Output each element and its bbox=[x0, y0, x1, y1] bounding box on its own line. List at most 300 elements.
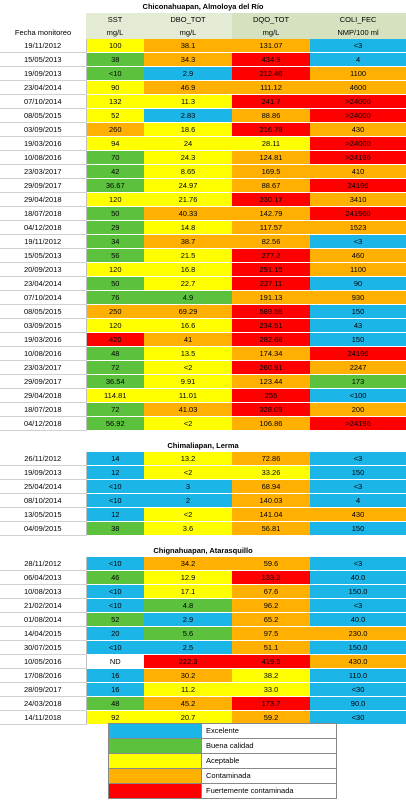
date-cell: 29/04/2018 bbox=[0, 389, 86, 403]
coli-cell: 90.0 bbox=[310, 697, 406, 711]
coli-cell: 430 bbox=[310, 123, 406, 137]
table-row bbox=[0, 333, 406, 347]
table-row bbox=[0, 508, 406, 522]
sst-cell: 48 bbox=[86, 347, 144, 361]
sst-cell: 90 bbox=[86, 81, 144, 95]
date-cell: 10/05/2016 bbox=[0, 655, 86, 669]
dqo-cell: 241.7 bbox=[232, 95, 310, 109]
dbo-cell: 14.8 bbox=[144, 221, 232, 235]
dbo-cell: 34.3 bbox=[144, 53, 232, 67]
dbo-cell: 11.3 bbox=[144, 95, 232, 109]
date-cell: 23/03/2017 bbox=[0, 165, 86, 179]
dqo-cell: 72.86 bbox=[232, 452, 310, 466]
date-cell: 07/10/2014 bbox=[0, 95, 86, 109]
legend-label: Fuertemente contaminada bbox=[202, 784, 337, 799]
table-row bbox=[0, 613, 406, 627]
date-cell: 20/09/2013 bbox=[0, 263, 86, 277]
table-row bbox=[0, 165, 406, 179]
coli-cell: 3410 bbox=[310, 193, 406, 207]
coli-cell: >24196 bbox=[310, 151, 406, 165]
dbo-cell: 5.6 bbox=[144, 627, 232, 641]
dbo-cell: 3.6 bbox=[144, 522, 232, 536]
sst-cell: 56 bbox=[86, 249, 144, 263]
table-row bbox=[0, 466, 406, 480]
sst-cell: 42 bbox=[86, 165, 144, 179]
dqo-cell: 141.04 bbox=[232, 508, 310, 522]
sst-cell: 38 bbox=[86, 522, 144, 536]
header-row bbox=[0, 13, 406, 26]
table-row bbox=[0, 67, 406, 81]
coli-cell: 930 bbox=[310, 291, 406, 305]
table-row bbox=[0, 697, 406, 711]
dqo-cell: 131.07 bbox=[232, 39, 310, 53]
coli-cell: 40.0 bbox=[310, 571, 406, 585]
coli-cell: 1100 bbox=[310, 263, 406, 277]
coli-cell: 40.0 bbox=[310, 613, 406, 627]
site-title-row bbox=[0, 0, 406, 13]
table-row bbox=[0, 389, 406, 403]
sst-cell: 36.67 bbox=[86, 179, 144, 193]
sst-cell: 52 bbox=[86, 109, 144, 123]
date-cell: 07/10/2014 bbox=[0, 291, 86, 305]
sst-cell: 52 bbox=[86, 613, 144, 627]
date-cell: 14/11/2018 bbox=[0, 711, 86, 725]
dbo-cell: <2 bbox=[144, 466, 232, 480]
date-cell: 29/04/2018 bbox=[0, 193, 86, 207]
table-row bbox=[0, 627, 406, 641]
coli-cell: 4 bbox=[310, 494, 406, 508]
date-cell: 14/04/2015 bbox=[0, 627, 86, 641]
table-row bbox=[0, 683, 406, 697]
date-cell: 10/08/2013 bbox=[0, 585, 86, 599]
dqo-cell: 291.15 bbox=[232, 263, 310, 277]
dqo-cell: 124.81 bbox=[232, 151, 310, 165]
coli-cell: 150 bbox=[310, 522, 406, 536]
legend-item bbox=[109, 724, 337, 739]
coli-cell: >24000 bbox=[310, 137, 406, 151]
date-cell: 04/12/2018 bbox=[0, 417, 86, 431]
date-cell: 25/04/2014 bbox=[0, 480, 86, 494]
sst-cell: <10 bbox=[86, 480, 144, 494]
coli-cell: 430 bbox=[310, 508, 406, 522]
dqo-cell: 82.56 bbox=[232, 235, 310, 249]
dqo-cell: 234.51 bbox=[232, 319, 310, 333]
header-sst: SST bbox=[86, 13, 144, 26]
table-row bbox=[0, 522, 406, 536]
dbo-cell: 30.2 bbox=[144, 669, 232, 683]
dbo-cell: 3 bbox=[144, 480, 232, 494]
dqo-cell: 65.2 bbox=[232, 613, 310, 627]
dbo-cell: 38.1 bbox=[144, 39, 232, 53]
date-cell: 08/05/2015 bbox=[0, 305, 86, 319]
date-cell: 17/08/2016 bbox=[0, 669, 86, 683]
dqo-cell: 51.1 bbox=[232, 641, 310, 655]
coli-cell: <3 bbox=[310, 39, 406, 53]
dqo-cell: 28.11 bbox=[232, 137, 310, 151]
table-row bbox=[0, 319, 406, 333]
sst-cell: 70 bbox=[86, 151, 144, 165]
dbo-cell: 22.7 bbox=[144, 277, 232, 291]
table-row bbox=[0, 263, 406, 277]
sst-cell: 114.81 bbox=[86, 389, 144, 403]
dqo-cell: 33.0 bbox=[232, 683, 310, 697]
coli-cell: <3 bbox=[310, 452, 406, 466]
sst-cell: 29 bbox=[86, 221, 144, 235]
dbo-cell: 11.01 bbox=[144, 389, 232, 403]
header-coli-unit: NMP/100 ml bbox=[310, 26, 406, 39]
date-cell: 19/11/2012 bbox=[0, 235, 86, 249]
dbo-cell: <2 bbox=[144, 508, 232, 522]
dbo-cell: 222.3 bbox=[144, 655, 232, 669]
dqo-cell: 140.03 bbox=[232, 494, 310, 508]
dqo-cell: 106.86 bbox=[232, 417, 310, 431]
legend-swatch bbox=[109, 724, 202, 739]
sst-cell: 100 bbox=[86, 39, 144, 53]
dqo-cell: 123.44 bbox=[232, 375, 310, 389]
sst-cell: 16 bbox=[86, 669, 144, 683]
coli-cell: 430.0 bbox=[310, 655, 406, 669]
dbo-cell: <2 bbox=[144, 417, 232, 431]
dqo-cell: 68.94 bbox=[232, 480, 310, 494]
coli-cell: 2247 bbox=[310, 361, 406, 375]
date-cell: 19/09/2013 bbox=[0, 466, 86, 480]
dqo-cell: 328.09 bbox=[232, 403, 310, 417]
sst-cell: 46 bbox=[86, 571, 144, 585]
table-row bbox=[0, 81, 406, 95]
header-dqo-unit: mg/L bbox=[232, 26, 310, 39]
coli-cell: <30 bbox=[310, 711, 406, 725]
legend-swatch bbox=[109, 754, 202, 769]
dqo-cell: 56.81 bbox=[232, 522, 310, 536]
dqo-cell: 173.7 bbox=[232, 697, 310, 711]
sst-cell: 14 bbox=[86, 452, 144, 466]
dqo-cell: 282.68 bbox=[232, 333, 310, 347]
date-cell: 10/08/2016 bbox=[0, 347, 86, 361]
dbo-cell: 41.03 bbox=[144, 403, 232, 417]
sst-cell: 120 bbox=[86, 319, 144, 333]
dqo-cell: 419.5 bbox=[232, 655, 310, 669]
coli-cell: 110.0 bbox=[310, 669, 406, 683]
legend-label: Excelente bbox=[202, 724, 337, 739]
sst-cell: 38 bbox=[86, 53, 144, 67]
coli-cell: <30 bbox=[310, 683, 406, 697]
dqo-cell: 97.5 bbox=[232, 627, 310, 641]
date-cell: 23/03/2017 bbox=[0, 361, 86, 375]
sst-cell: 92 bbox=[86, 711, 144, 725]
dqo-cell: 212.46 bbox=[232, 67, 310, 81]
dqo-cell: 260.91 bbox=[232, 361, 310, 375]
sst-cell: 260 bbox=[86, 123, 144, 137]
date-cell: 29/09/2017 bbox=[0, 375, 86, 389]
date-cell: 15/05/2013 bbox=[0, 249, 86, 263]
dqo-cell: 117.57 bbox=[232, 221, 310, 235]
dbo-cell: 38.7 bbox=[144, 235, 232, 249]
sst-cell: 48 bbox=[86, 697, 144, 711]
sst-cell: <10 bbox=[86, 641, 144, 655]
dqo-cell: 133.2 bbox=[232, 571, 310, 585]
dbo-cell: 46.9 bbox=[144, 81, 232, 95]
dbo-cell: 21.5 bbox=[144, 249, 232, 263]
coli-cell: 90 bbox=[310, 277, 406, 291]
date-cell: 15/05/2013 bbox=[0, 53, 86, 67]
sst-cell: <10 bbox=[86, 599, 144, 613]
sst-cell: 34 bbox=[86, 235, 144, 249]
dbo-cell: 20.7 bbox=[144, 711, 232, 725]
table-row bbox=[0, 361, 406, 375]
date-cell: 04/09/2015 bbox=[0, 522, 86, 536]
date-cell: 13/05/2015 bbox=[0, 508, 86, 522]
table-row bbox=[0, 655, 406, 669]
coli-cell: <3 bbox=[310, 557, 406, 571]
coli-cell: <100 bbox=[310, 389, 406, 403]
dqo-cell: 174.34 bbox=[232, 347, 310, 361]
date-cell: 10/08/2016 bbox=[0, 151, 86, 165]
dbo-cell: 24.97 bbox=[144, 179, 232, 193]
date-cell: 18/07/2018 bbox=[0, 403, 86, 417]
dqo-cell: 59.6 bbox=[232, 557, 310, 571]
table-row bbox=[0, 480, 406, 494]
date-cell: 18/07/2018 bbox=[0, 207, 86, 221]
dbo-cell: 4.9 bbox=[144, 291, 232, 305]
header-empty bbox=[0, 13, 86, 26]
date-cell: 23/04/2014 bbox=[0, 81, 86, 95]
date-cell: 30/07/2015 bbox=[0, 641, 86, 655]
date-cell: 08/05/2015 bbox=[0, 109, 86, 123]
dbo-cell: 17.1 bbox=[144, 585, 232, 599]
sst-cell: 12 bbox=[86, 466, 144, 480]
table-row bbox=[0, 123, 406, 137]
coli-cell: 150 bbox=[310, 466, 406, 480]
date-cell: 19/11/2012 bbox=[0, 39, 86, 53]
legend-swatch bbox=[109, 769, 202, 784]
header-fecha: Fecha monitoreo bbox=[0, 26, 86, 39]
dbo-cell: 4.8 bbox=[144, 599, 232, 613]
dqo-cell: 67.6 bbox=[232, 585, 310, 599]
coli-cell: 410 bbox=[310, 165, 406, 179]
sst-cell: 94 bbox=[86, 137, 144, 151]
date-cell: 19/09/2013 bbox=[0, 67, 86, 81]
coli-cell: <3 bbox=[310, 235, 406, 249]
legend-label: Buena calidad bbox=[202, 739, 337, 754]
table-row bbox=[0, 235, 406, 249]
spacer-cell bbox=[0, 431, 406, 440]
table-row bbox=[0, 95, 406, 109]
coli-cell: 4600 bbox=[310, 81, 406, 95]
date-cell: 26/11/2012 bbox=[0, 452, 86, 466]
header-sst-unit: mg/L bbox=[86, 26, 144, 39]
dbo-cell: 2.5 bbox=[144, 641, 232, 655]
table-row bbox=[0, 305, 406, 319]
coli-cell: 200 bbox=[310, 403, 406, 417]
date-cell: 23/04/2014 bbox=[0, 277, 86, 291]
legend-item bbox=[109, 784, 337, 799]
date-cell: 19/03/2016 bbox=[0, 137, 86, 151]
date-cell: 19/03/2016 bbox=[0, 333, 86, 347]
coli-cell: 230.0 bbox=[310, 627, 406, 641]
table-row bbox=[0, 137, 406, 151]
dbo-cell: 13.5 bbox=[144, 347, 232, 361]
sst-cell: 36.54 bbox=[86, 375, 144, 389]
sst-cell: 76 bbox=[86, 291, 144, 305]
table-row bbox=[0, 193, 406, 207]
date-cell: 01/08/2014 bbox=[0, 613, 86, 627]
table-row bbox=[0, 39, 406, 53]
dbo-cell: 2.9 bbox=[144, 67, 232, 81]
date-cell: 08/10/2014 bbox=[0, 494, 86, 508]
sst-cell: 50 bbox=[86, 277, 144, 291]
dqo-cell: 434.9 bbox=[232, 53, 310, 67]
dqo-cell: 230.17 bbox=[232, 193, 310, 207]
dbo-cell: 9.91 bbox=[144, 375, 232, 389]
date-cell: 21/02/2014 bbox=[0, 599, 86, 613]
dqo-cell: 169.5 bbox=[232, 165, 310, 179]
legend-item bbox=[109, 754, 337, 769]
dqo-cell: 96.2 bbox=[232, 599, 310, 613]
table-row bbox=[0, 109, 406, 123]
legend-swatch bbox=[109, 784, 202, 799]
sst-cell: 120 bbox=[86, 263, 144, 277]
table-row bbox=[0, 249, 406, 263]
dbo-cell: 13.2 bbox=[144, 452, 232, 466]
sst-cell: 72 bbox=[86, 403, 144, 417]
dbo-cell: 69.29 bbox=[144, 305, 232, 319]
table-row bbox=[0, 403, 406, 417]
table-row bbox=[0, 179, 406, 193]
dbo-cell: 16.8 bbox=[144, 263, 232, 277]
coli-cell: 1100 bbox=[310, 67, 406, 81]
dqo-cell: 38.2 bbox=[232, 669, 310, 683]
dqo-cell: 227.11 bbox=[232, 277, 310, 291]
coli-cell: >24000 bbox=[310, 109, 406, 123]
dqo-cell: 277.2 bbox=[232, 249, 310, 263]
quality-legend bbox=[108, 723, 337, 799]
coli-cell: 4 bbox=[310, 53, 406, 67]
coli-cell: 150.0 bbox=[310, 585, 406, 599]
coli-cell: 460 bbox=[310, 249, 406, 263]
section-spacer bbox=[0, 431, 406, 440]
legend-label: Contaminada bbox=[202, 769, 337, 784]
site-title: Chimaliapan, Lerma bbox=[0, 439, 406, 452]
sst-cell: 420 bbox=[86, 333, 144, 347]
table-row bbox=[0, 557, 406, 571]
table-row bbox=[0, 347, 406, 361]
header-units-row bbox=[0, 26, 406, 39]
coli-cell: >24000 bbox=[310, 95, 406, 109]
site-title: Chignahuapan, Atarasquillo bbox=[0, 544, 406, 557]
header-coli: COLI_FEC bbox=[310, 13, 406, 26]
legend-swatch bbox=[109, 739, 202, 754]
dqo-cell: 88.86 bbox=[232, 109, 310, 123]
sst-cell: 56.92 bbox=[86, 417, 144, 431]
dbo-cell: 8.65 bbox=[144, 165, 232, 179]
dbo-cell: 11.2 bbox=[144, 683, 232, 697]
table-row bbox=[0, 599, 406, 613]
table-row bbox=[0, 641, 406, 655]
site-title: Chiconahuapan, Almoloya del Río bbox=[0, 0, 406, 13]
dbo-cell: 24 bbox=[144, 137, 232, 151]
dqo-cell: 216.78 bbox=[232, 123, 310, 137]
legend-item bbox=[109, 769, 337, 784]
table-row bbox=[0, 417, 406, 431]
dqo-cell: 33.26 bbox=[232, 466, 310, 480]
date-cell: 03/09/2015 bbox=[0, 319, 86, 333]
date-cell: 04/12/2018 bbox=[0, 221, 86, 235]
table-row bbox=[0, 669, 406, 683]
dbo-cell: 45.2 bbox=[144, 697, 232, 711]
legend-label: Aceptable bbox=[202, 754, 337, 769]
date-cell: 28/09/2017 bbox=[0, 683, 86, 697]
table-row bbox=[0, 291, 406, 305]
sst-cell: 72 bbox=[86, 361, 144, 375]
dbo-cell: 2.9 bbox=[144, 613, 232, 627]
table-row bbox=[0, 53, 406, 67]
section-spacer bbox=[0, 536, 406, 545]
spacer-cell bbox=[0, 536, 406, 545]
dbo-cell: 34.2 bbox=[144, 557, 232, 571]
legend-item bbox=[109, 739, 337, 754]
coli-cell: 241960 bbox=[310, 207, 406, 221]
sst-cell: 132 bbox=[86, 95, 144, 109]
coli-cell: 150 bbox=[310, 333, 406, 347]
dbo-cell: 18.6 bbox=[144, 123, 232, 137]
sst-cell: 50 bbox=[86, 207, 144, 221]
table-row bbox=[0, 151, 406, 165]
table-row bbox=[0, 585, 406, 599]
table-row bbox=[0, 375, 406, 389]
coli-cell: >24196 bbox=[310, 417, 406, 431]
dqo-cell: 589.58 bbox=[232, 305, 310, 319]
table-row bbox=[0, 494, 406, 508]
coli-cell: 43 bbox=[310, 319, 406, 333]
dbo-cell: 24.3 bbox=[144, 151, 232, 165]
dbo-cell: 21.76 bbox=[144, 193, 232, 207]
coli-cell: 150.0 bbox=[310, 641, 406, 655]
sst-cell: ND bbox=[86, 655, 144, 669]
dqo-cell: 59.2 bbox=[232, 711, 310, 725]
dbo-cell: 2 bbox=[144, 494, 232, 508]
date-cell: 28/11/2012 bbox=[0, 557, 86, 571]
sst-cell: <10 bbox=[86, 585, 144, 599]
table-row bbox=[0, 207, 406, 221]
date-cell: 06/04/2013 bbox=[0, 571, 86, 585]
sst-cell: 250 bbox=[86, 305, 144, 319]
sst-cell: <10 bbox=[86, 494, 144, 508]
sst-cell: 120 bbox=[86, 193, 144, 207]
site-title-row bbox=[0, 544, 406, 557]
date-cell: 24/03/2018 bbox=[0, 697, 86, 711]
sst-cell: <10 bbox=[86, 557, 144, 571]
site-title-row bbox=[0, 439, 406, 452]
date-cell: 03/09/2015 bbox=[0, 123, 86, 137]
table-row bbox=[0, 277, 406, 291]
header-dbo-unit: mg/L bbox=[144, 26, 232, 39]
sst-cell: 12 bbox=[86, 508, 144, 522]
sst-cell: 20 bbox=[86, 627, 144, 641]
coli-cell: 150 bbox=[310, 305, 406, 319]
dqo-cell: 255 bbox=[232, 389, 310, 403]
dqo-cell: 88.67 bbox=[232, 179, 310, 193]
dbo-cell: 2.83 bbox=[144, 109, 232, 123]
coli-cell: 24196 bbox=[310, 179, 406, 193]
dbo-cell: 41 bbox=[144, 333, 232, 347]
sst-cell: <10 bbox=[86, 67, 144, 81]
date-cell: 29/09/2017 bbox=[0, 179, 86, 193]
dbo-cell: <2 bbox=[144, 361, 232, 375]
header-dbo: DBO_TOT bbox=[144, 13, 232, 26]
dbo-cell: 40.33 bbox=[144, 207, 232, 221]
dqo-cell: 191.13 bbox=[232, 291, 310, 305]
table-row bbox=[0, 571, 406, 585]
